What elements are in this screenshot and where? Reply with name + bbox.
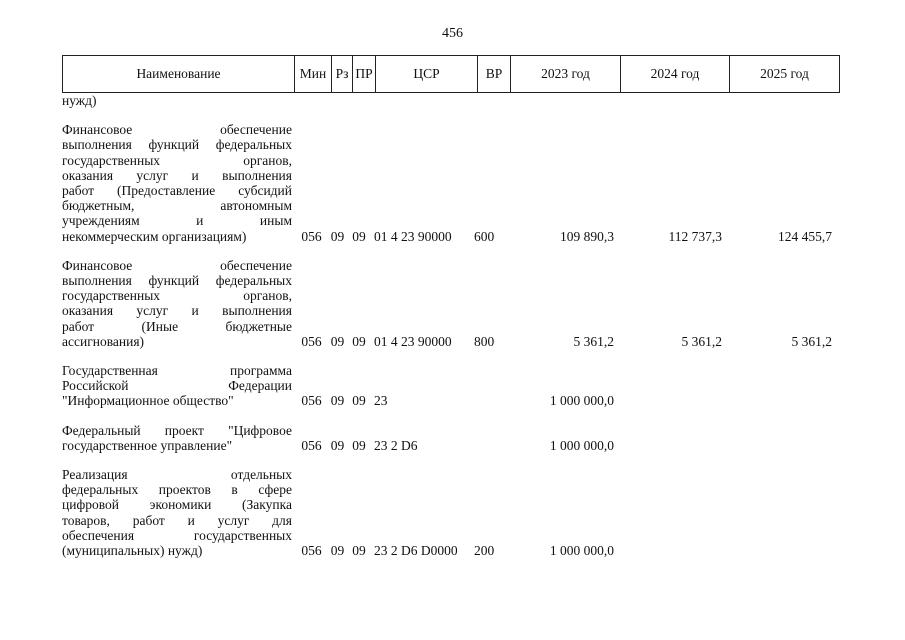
row-name-line: оказания услуг и выполнения <box>62 303 292 319</box>
row-name-line: товаров, работ и услуг для <box>62 512 292 528</box>
row-name-line: (муниципальных) нужд) <box>62 543 203 559</box>
row-name-line: ассигнования) <box>62 333 145 349</box>
table-row <box>62 467 847 558</box>
header-2024: 2024 год <box>621 56 730 93</box>
row-name: нужд) <box>62 93 97 108</box>
row-vr: 800 <box>474 333 495 349</box>
row-name-line: выполнения функций федеральных <box>62 137 292 153</box>
row-csr: 01 4 23 90000 <box>374 333 452 349</box>
row-2025: 124 455,7 <box>778 228 832 244</box>
row-vr: 200 <box>474 543 495 559</box>
header-rz: Рз <box>332 56 353 93</box>
row-vr: 600 <box>474 228 495 244</box>
row-name <box>62 363 292 409</box>
row-rz: 09 <box>330 437 345 453</box>
row-name-line: цифровой экономики (Закупка <box>62 497 292 513</box>
row-2025: 5 361,2 <box>791 333 832 349</box>
row-name-line: бюджетным, автономным <box>62 198 292 214</box>
row-name-line: Государственная программа <box>62 363 292 379</box>
row-min: 056 <box>301 393 322 409</box>
row-csr: 23 2 D6 <box>374 437 418 453</box>
table-header <box>62 55 840 93</box>
row-name-line: Федеральный проект "Цифровое <box>62 422 292 438</box>
row-name <box>62 258 292 349</box>
row-pr: 09 <box>352 333 366 349</box>
row-name-line: государственное управление" <box>62 437 233 453</box>
table-row <box>62 423 847 453</box>
row-min: 056 <box>301 437 322 453</box>
row-name-line: оказания услуг и выполнения <box>62 167 292 183</box>
row-csr: 23 2 D6 D0000 <box>374 543 458 559</box>
table-body <box>62 93 847 572</box>
row-2024: 5 361,2 <box>681 333 722 349</box>
row-2023: 1 000 000,0 <box>549 543 614 559</box>
row-name-line: Российской Федерации <box>62 378 292 394</box>
row-name-line: федеральных проектов в сфере <box>62 482 292 498</box>
row-name-line: Финансовое обеспечение <box>62 257 292 273</box>
row-2023: 1 000 000,0 <box>549 437 614 453</box>
row-name-line: работ (Предоставление субсидий <box>62 183 292 199</box>
row-rz: 09 <box>330 393 345 409</box>
row-name-line: Реализация отдельных <box>62 467 292 483</box>
row-2023: 5 361,2 <box>573 333 614 349</box>
row-name <box>62 423 292 453</box>
row-name-line: некоммерческим организациям) <box>62 228 247 244</box>
row-rz: 09 <box>330 228 345 244</box>
row-csr: 01 4 23 90000 <box>374 228 452 244</box>
row-min: 056 <box>301 543 322 559</box>
row-name <box>62 122 292 244</box>
header-2023: 2023 год <box>511 56 621 93</box>
row-pr: 09 <box>352 228 366 244</box>
row-name-line: учреждениям и иным <box>62 213 292 229</box>
row-name-line: "Информационное общество" <box>62 393 234 409</box>
page-number: 456 <box>442 26 463 41</box>
continuation-row <box>62 93 847 108</box>
row-name-line: работ (Иные бюджетные <box>62 318 292 334</box>
header-min: Мин <box>295 56 332 93</box>
header-name: Наименование <box>63 56 295 93</box>
row-rz: 09 <box>330 543 345 559</box>
row-csr: 23 <box>374 393 388 409</box>
row-pr: 09 <box>352 543 366 559</box>
row-name-line: государственных органов, <box>62 152 292 168</box>
row-name <box>62 467 292 558</box>
header-pr: ПР <box>353 56 376 93</box>
row-2024: 112 737,3 <box>668 228 722 244</box>
row-min: 056 <box>301 228 322 244</box>
row-name-line: государственных органов, <box>62 288 292 304</box>
row-pr: 09 <box>352 437 366 453</box>
header-csr: ЦСР <box>376 56 478 93</box>
row-name-line: Финансовое обеспечение <box>62 122 292 138</box>
row-rz: 09 <box>330 333 345 349</box>
row-name-line: обеспечения государственных <box>62 527 292 543</box>
row-2023: 1 000 000,0 <box>549 393 614 409</box>
row-2023: 109 890,3 <box>560 228 614 244</box>
row-min: 056 <box>301 333 322 349</box>
table-row <box>62 122 847 244</box>
header-2025: 2025 год <box>730 56 840 93</box>
table-row <box>62 258 847 349</box>
row-name-line: выполнения функций федеральных <box>62 273 292 289</box>
header-vr: ВР <box>478 56 511 93</box>
table-row <box>62 363 847 409</box>
row-pr: 09 <box>352 393 366 409</box>
